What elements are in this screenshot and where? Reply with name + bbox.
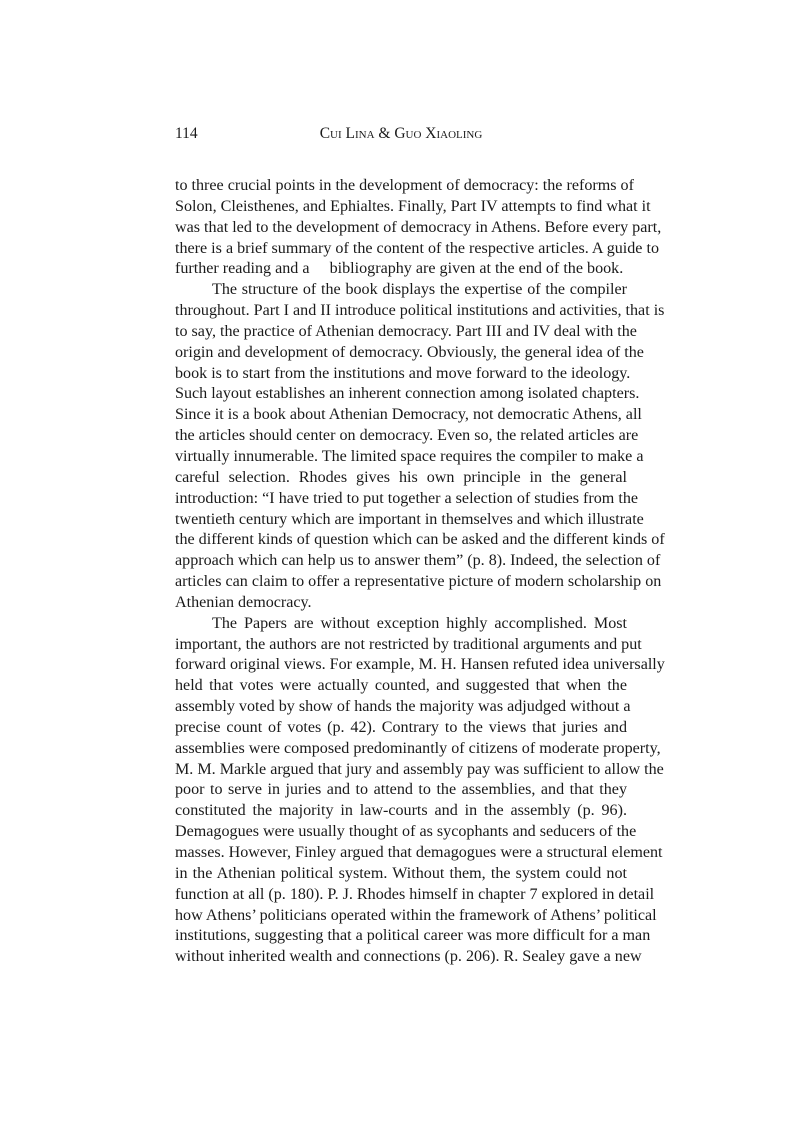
text-line: twentieth century which are important in themselves and which illustrate [175, 510, 644, 528]
body-text [175, 176, 665, 968]
text-line: origin and development of democracy. Obviously, the general idea of the [175, 343, 644, 361]
text-line: to three crucial points in the development of democracy: the reforms of [175, 177, 634, 194]
text-line: poor to serve in juries and to attend to the assemblies, and that they [175, 781, 627, 799]
text-line: forward original views. For example, M. H. Hansen refuted idea universally [175, 656, 665, 674]
text-line: approach which can help us to answer them” (p. 8). Indeed, the selection of [175, 552, 661, 570]
text-line: Athenian democracy. [175, 593, 312, 611]
text-line: held that votes were actually counted, and suggested that when the [175, 677, 627, 695]
paragraph-3 [175, 614, 665, 968]
text-line: Solon, Cleisthenes, and Ephialtes. Finally, Part IV attempts to find what it [175, 197, 651, 215]
text-line: constituted the majority in law-courts and in the assembly (p. 96). [175, 802, 627, 820]
running-title: Cui Lina & Guo Xiaoling [319, 125, 483, 142]
text-line: The structure of the book displays the expertise of the compiler [212, 281, 627, 299]
text-line: precise count of votes (p. 42). Contrary to the views that juries and [175, 718, 627, 736]
running-head [175, 124, 627, 144]
text-line: the articles should center on democracy. Even so, the related articles are [175, 427, 639, 445]
text-line: in the Athenian political system. Without them, the system could not [175, 864, 627, 882]
text-line: The Papers are without exception highly accomplished. Most [212, 614, 627, 632]
text-line: virtually innumerable. The limited space requires the compiler to make a [175, 447, 644, 465]
text-line: assemblies were composed predominantly of citizens of moderate property, [175, 739, 661, 757]
text-line: without inherited wealth and connections (p. 206). R. Sealey gave a new [175, 948, 642, 966]
text-line: to say, the practice of Athenian democracy. Part III and IV deal with the [175, 322, 637, 340]
text-line: articles can claim to offer a representative picture of modern scholarship on [175, 573, 662, 591]
text-line: Since it is a book about Athenian Democracy, not democratic Athens, all [175, 406, 642, 424]
text-line: assembly voted by show of hands the majority was adjudged without a [175, 698, 631, 716]
text-line: how Athens’ politicians operated within the framework of Athens’ political [175, 906, 657, 924]
text-line: the different kinds of question which can be asked and the different kinds of [175, 531, 665, 549]
text-line: there is a brief summary of the content of the respective articles. A guide to [175, 239, 659, 257]
text-line: careful selection. Rhodes gives his own principle in the general [175, 468, 627, 486]
text-line: function at all (p. 180). P. J. Rhodes himself in chapter 7 explored in detail [175, 885, 655, 903]
text-line: Demagogues were usually thought of as sycophants and seducers of the [175, 823, 637, 841]
text-line: further reading and a bibliography are given at the end of the book. [175, 260, 624, 278]
text-line: M. M. Markle argued that jury and assembly pay was sufficient to allow the [175, 760, 664, 778]
page-number: 114 [175, 125, 198, 142]
text-line: masses. However, Finley argued that demagogues were a structural element [175, 844, 663, 861]
text-line: throughout. Part I and II introduce political institutions and activities, that is [175, 302, 665, 320]
text-line: introduction: “I have tried to put together a selection of studies from the [175, 489, 639, 507]
text-line: Such layout establishes an inherent connection among isolated chapters. [175, 385, 640, 403]
text-line: important, the authors are not restricted by traditional arguments and put [175, 635, 642, 653]
text-line: was that led to the development of democracy in Athens. Before every part, [175, 218, 662, 236]
text-line: book is to start from the institutions and move forward to the ideology. [175, 364, 631, 382]
text-line: institutions, suggesting that a political career was more difficult for a man [175, 927, 651, 945]
paragraph-1 [175, 176, 662, 280]
paragraph-2 [175, 280, 665, 614]
